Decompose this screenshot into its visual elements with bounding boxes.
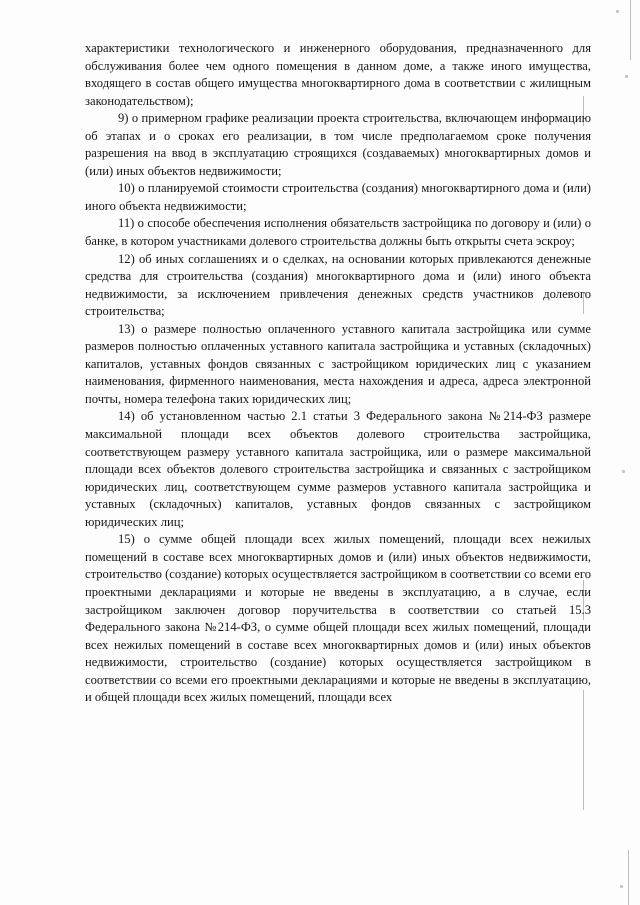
scan-artifact [583,690,584,810]
paragraph-item-12: 12) об иных соглашениях и о сделках, на основании которых привлекаются денежные средства для строительства (создания) многоквартирного дома и (или) иного объекта недвижимости, за исключением привлечения денежных средств участников долевого строительства; [85,251,591,319]
scan-artifact [620,885,623,888]
document-text [85,40,591,707]
paragraph-item-10: 10) о планируемой стоимости строительства (создания) многоквартирного дома и (или) иного объекта недвижимости; [85,181,591,213]
scan-artifact [625,75,628,78]
scan-artifact [628,850,629,905]
scan-artifact [622,470,625,473]
paragraph-item-14: 14) об установленном частью 2.1 статьи 3 Федерального закона №214-ФЗ размере максимальной площади всех объектов долевого строительства застройщика, соответствующем размеру уставного капитала застройщика, или о размере максимальной площади всех объектов долевого строительства застройщика и связанных с застройщиком юридических лиц, соответствующем сумме размеров уставного капитала застройщика и уставных (складочных) капиталов, уставных фондов связанных с застройщиком юридических лиц; [85,409,591,529]
scan-artifact [630,0,631,60]
paragraph-item-11: 11) о способе обеспечения исполнения обязательств застройщика по договору и (или) о банке, в котором участниками долевого строительства должны быть открыты счета эскроу; [85,216,591,249]
paragraph-continuation: характеристики технологического и инженерного оборудования, предназначенного для обслуживания более чем одного помещения в данном доме, а также иного имущества, входящего в состав общего имущества многоквартирного дома в соответствии с жилищным законодательством); [85,41,591,108]
paragraph-item-15: 15) о сумме общей площади всех жилых помещений, площади всех нежилых помещений в составе всех многоквартирных домов и (или) иных объектов недвижимости, строительство (создание) которых осуществляется застройщиком в соответствии со всеми его проектными декларациями и которые не введены в эксплуатацию, а в случае, если застройщиком заключен договор поручительства в соответствии со статьей 15.3 Федерального закона №214-ФЗ, о сумме общей площади всех жилых помещений, площади всех нежилых помещений в составе всех многоквартирных домов и (или) иных объектов недвижимости, строительство (создание) которых осуществляется застройщиком в соответствии со всеми его проектными декларациями и которые не введены в эксплуатацию, и общей площади всех жилых помещений, площади всех [85,532,591,705]
paragraph-item-9: 9) о примерном графике реализации проекта строительства, включающем информацию об этапах и о сроках его реализации, в том числе предполагаемом сроке получения разрешения на ввод в эксплуатацию строящихся (создаваемых) многоквартирных домов и (или) иных объектов недвижимости; [85,111,591,178]
paragraph-item-13: 13) о размере полностью оплаченного уставного капитала застройщика или сумме размеров полностью оплаченных уставного капитала застройщика и уставных (складочных) капиталов, уставных фондов связанных с застройщиком юридических лиц с указанием наименования, фирменного наименования, места нахождения и адреса, адреса электронной почты, номера телефона таких юридических лиц; [85,321,591,406]
scan-artifact [616,10,619,13]
